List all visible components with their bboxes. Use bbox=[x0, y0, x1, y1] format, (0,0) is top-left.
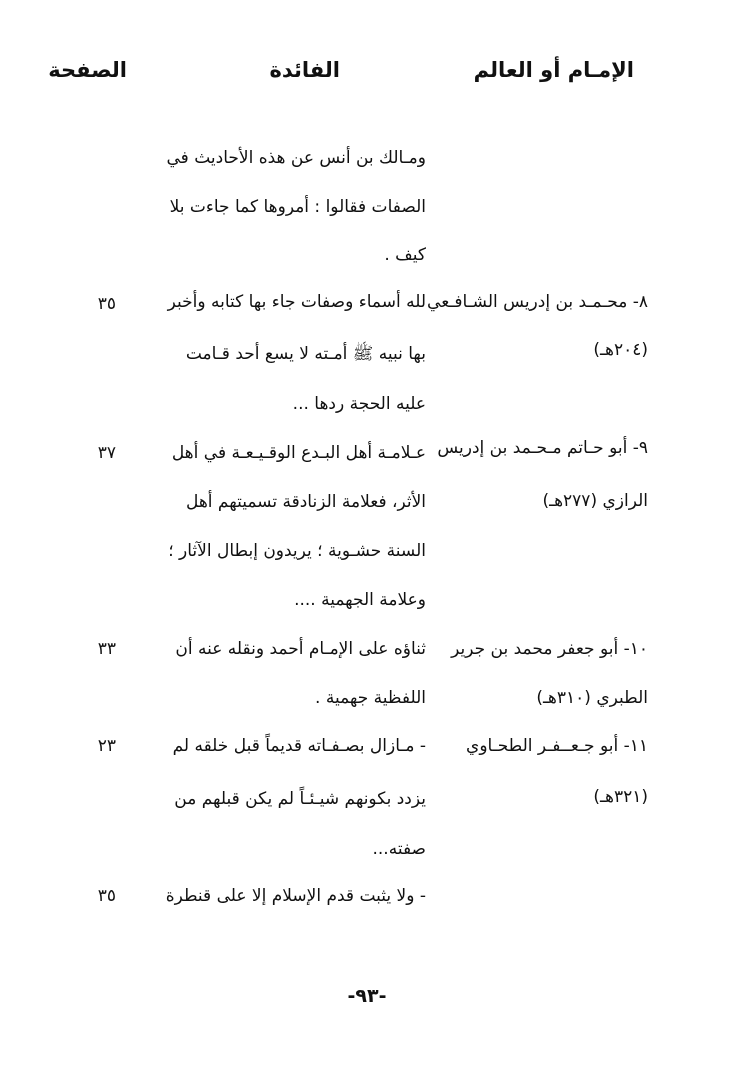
page-number: -٩٣- bbox=[347, 985, 387, 1007]
benefit-line: عليه الحجة ردها ... bbox=[292, 394, 426, 414]
scholar-line: ١١- أبو جـعــفـر الطحـاوي bbox=[466, 736, 648, 756]
scholar-line: ١٠- أبو جعفر محمد بن جرير bbox=[451, 639, 648, 659]
benefit-line: ومـالك بن أنس عن هذه الأحاديث في bbox=[166, 148, 426, 168]
benefit-line: وعلامة الجهمية .... bbox=[294, 590, 426, 610]
page-ref: ٣٧ bbox=[97, 443, 116, 463]
page-ref: ٣٥ bbox=[97, 294, 116, 314]
page-ref: ٢٣ bbox=[97, 736, 116, 756]
benefit-line: عـلامـة أهل البـدع الوقـيـعـة في أهل bbox=[171, 443, 426, 463]
scholar-line: ٨- محـمـد بن إدريس الشـافـعي bbox=[427, 292, 648, 312]
benefit-line: كيف . bbox=[384, 245, 426, 265]
benefit-line: ثناؤه على الإمـام أحمد ونقله عنه أن bbox=[175, 639, 426, 659]
benefit-line: الصفات فقالوا : أمروها كما جاءت بلا bbox=[169, 197, 426, 217]
header-page: الصفحة bbox=[48, 58, 127, 82]
benefit-line: اللفظية جهمية . bbox=[315, 688, 426, 708]
scholar-line: (٣٢١هـ) bbox=[593, 787, 648, 807]
header-benefit: الفائدة bbox=[269, 58, 340, 82]
benefit-line: - ولا يثبت قدم الإسلام إلا على قنطرة bbox=[165, 886, 426, 906]
page-ref: ٣٥ bbox=[97, 886, 116, 906]
scholar-line: ٩- أبو حـاتم مـحـمد بن إدريس bbox=[437, 438, 648, 458]
page-ref: ٣٣ bbox=[97, 639, 116, 659]
header-scholar: الإمـام أو العالم bbox=[473, 58, 634, 82]
benefit-line: الأثر، فعلامة الزنادقة تسميتهم أهل bbox=[185, 492, 426, 512]
benefit-line: يزدد بكونهم شيـئـاً لم يكن قبلهم من bbox=[174, 789, 426, 809]
benefit-line: بها نبيه ﷺ أمـته لا يسع أحد قـامت bbox=[185, 344, 426, 364]
scholar-line: الرازي (٢٧٧هـ) bbox=[542, 491, 648, 511]
benefit-line: - مـازال بصـفـاته قديماً قبل خلقه لم bbox=[172, 736, 426, 756]
benefit-line: لله أسماء وصفات جاء بها كتابه وأخبر bbox=[167, 292, 426, 312]
benefit-line: صفته... bbox=[372, 839, 426, 859]
scholar-line: (٢٠٤هـ) bbox=[593, 340, 648, 360]
benefit-line: السنة حشـوية ؛ يريدون إبطال الآثار ؛ bbox=[168, 541, 426, 561]
scholar-line: الطبري (٣١٠هـ) bbox=[536, 688, 648, 708]
